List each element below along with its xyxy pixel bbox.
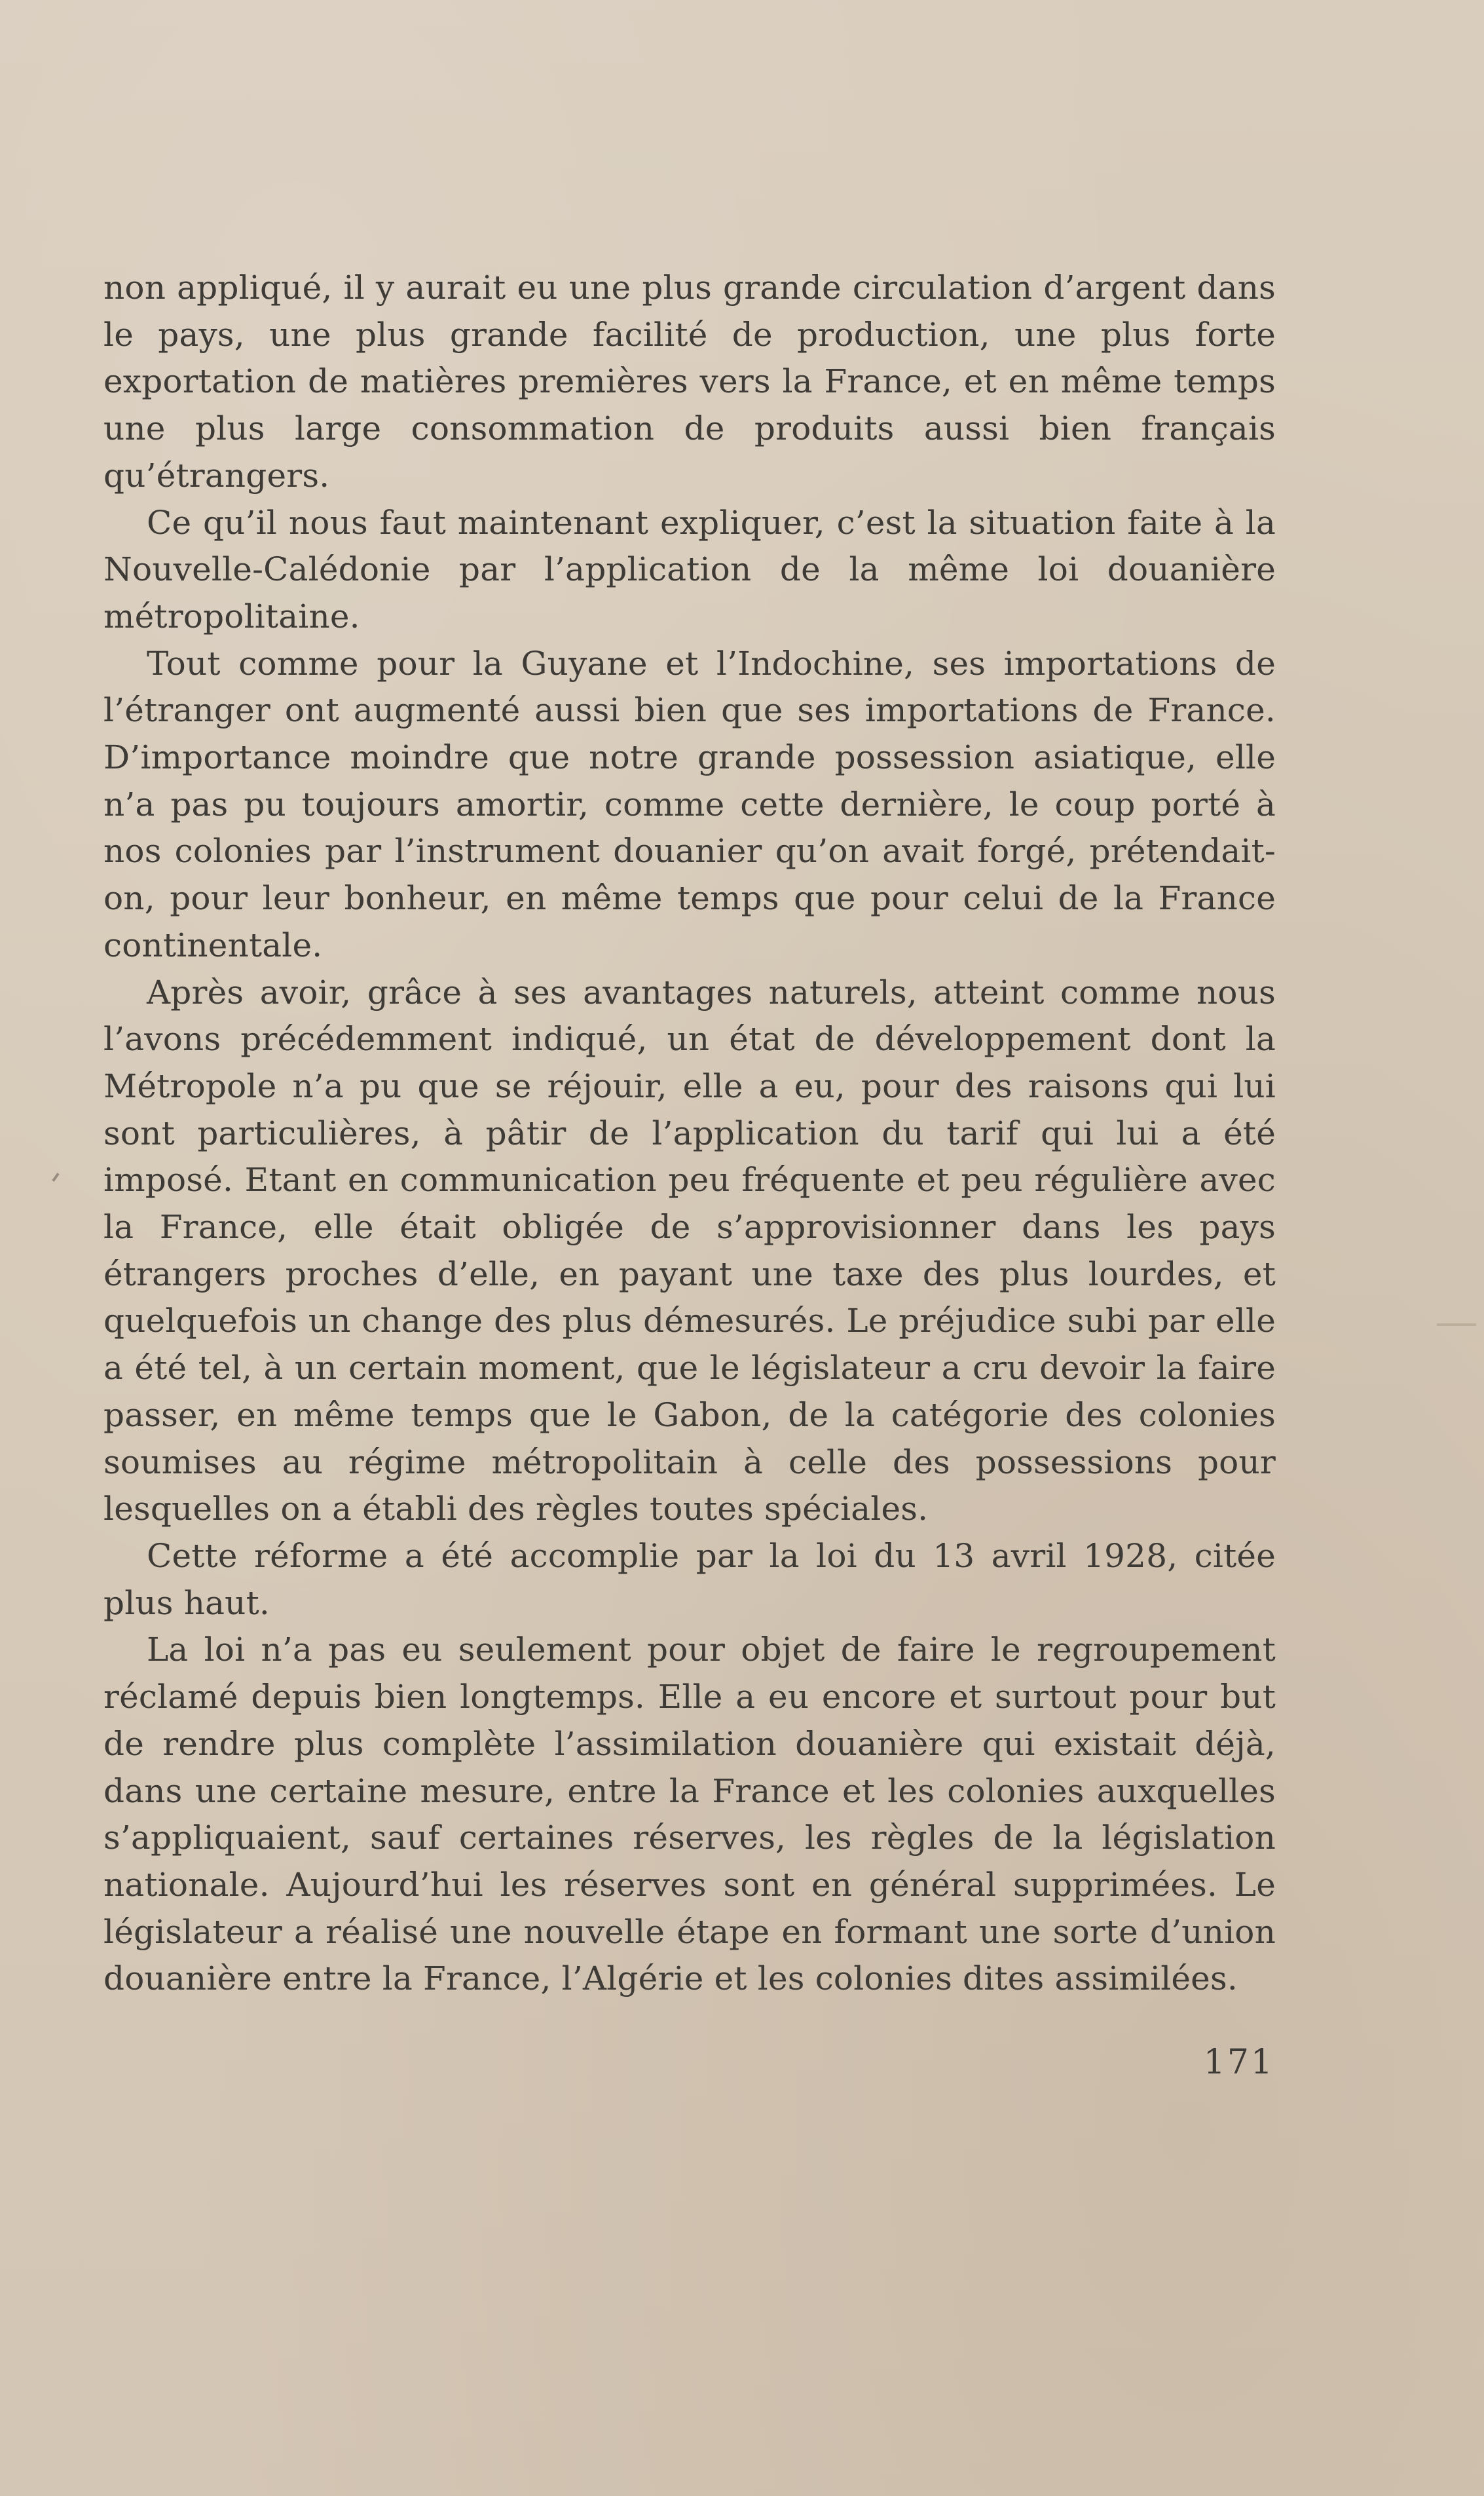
paragraph-6: La loi n’a pas eu seulement pour objet de faire le regroupement réclamé depuis bien longtemps. Elle a eu encore et surtout pour but de rendre plus complète l’assimilation douanière qui existait déjà, dans une certaine mesure, entre la France et les colonies auxquelles s’appliquaient, sauf certaines réserves, les règles de la législation nationale. Aujourd’hui les réserves sont en général supprimées. Le législateur a réalisé une nouvelle étape en formant une sorte d’union douanière entre la France, l’Algérie et les colonies dites assimilées.: [103, 1631, 1276, 1998]
margin-mark: [52, 1173, 59, 1182]
page-number: 171: [1203, 2043, 1274, 2082]
paragraph-5: Cette réforme a été accomplie par la loi du 13 avril 1928, citée plus haut.: [103, 1536, 1276, 1622]
body-text: [103, 265, 1276, 2003]
paragraph-1: non appliqué, il y aurait eu une plus grande circulation d’argent dans le pays, une plus grande facilité de production, une plus forte exportation de matières premières vers la France, et en même temps une plus large consommation de produits aussi bien français qu’étrangers.: [103, 269, 1276, 495]
paragraph-2: Ce qu’il nous faut maintenant expliquer, c’est la situation faite à la Nouvelle-Calédonie par l’application de la même loi douanière métropolitaine.: [103, 503, 1276, 635]
paragraph-4: Après avoir, grâce à ses avantages naturels, atteint comme nous l’avons précédemment indiqué, un état de développement dont la Métropole n’a pu que se réjouir, elle a eu, pour des raisons qui lui sont particulières, à pâtir de l’application du tarif qui lui a été imposé. Etant en communication peu fréquente et peu régulière avec la France, elle était obligée de s’approvisionner dans les pays étrangers proches d’elle, en payant une taxe des plus lourdes, et quelquefois un change des plus démesurés. Le préjudice subi par elle a été tel, à un certain moment, que le législateur a cru devoir la faire passer, en même temps que le Gabon, de la catégorie des colonies soumises au régime métropolitain à celle des possessions pour lesquelles on a établi des règles toutes spéciales.: [103, 973, 1276, 1528]
edge-mark: [1437, 1323, 1476, 1326]
paragraph-3: Tout comme pour la Guyane et l’Indochine, ses importations de l’étranger ont augmenté aussi bien que ses importations de France. D’importance moindre que notre grande possession asiatique, elle n’a pas pu toujours amortir, comme cette dernière, le coup porté à nos colonies par l’instrument douanier qu’on avait forgé, prétendait-on, pour leur bonheur, en même temps que pour celui de la France continentale.: [103, 644, 1276, 964]
